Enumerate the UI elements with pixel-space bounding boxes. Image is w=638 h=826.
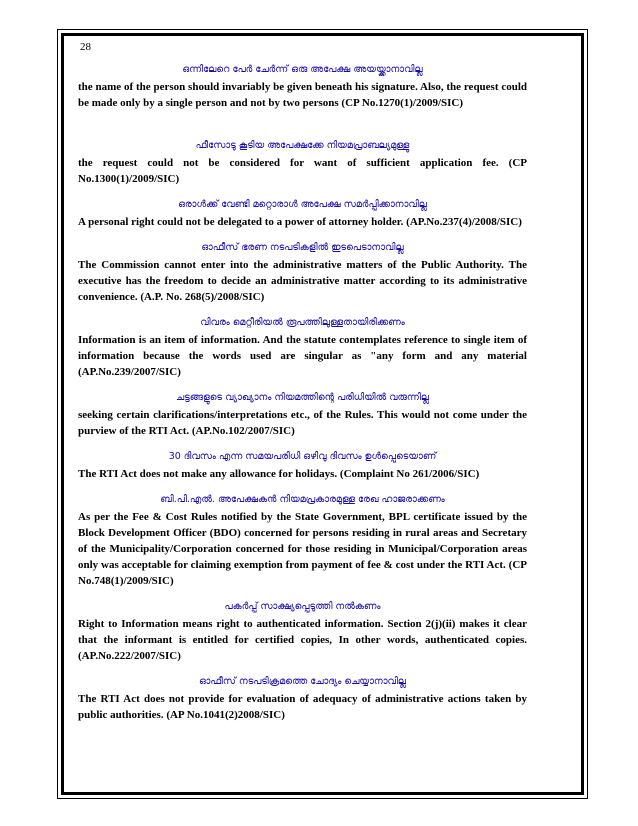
- section-heading: ബി.പി.എൽ. അപേക്ഷകൻ നിയമപ്രകാരമുള്ള രേഖ ഹാജരാക്കണം: [160, 494, 445, 505]
- section-body: As per the Fee & Cost Rules notified by the State Government, BPL certificate issued by the Block Development Officer (BDO) concerned for persons residing in rural areas and Secretary of the Municipality/Corporation concerned for those residing in Municipal/Corporation areas only was acceptable for claiming exemption from payment of fee & cost under the RTI Act. (CP No.748(1)/2009/SIC): [78, 511, 527, 587]
- section-heading: ഫീസോടു കൂടിയ അപേക്ഷക്കേ നിയമപ്രാബല്യമുള്ളു: [195, 140, 410, 151]
- section: [78, 675, 527, 723]
- section: [78, 391, 527, 439]
- section: [78, 139, 527, 187]
- section-heading: ചട്ടങ്ങളുടെ വ്യാഖ്യാനം നിയമത്തിന്റെ പരിധിയിൽ വരുന്നില്ല: [175, 392, 430, 403]
- section-heading: ഒന്നിലേറെ പേർ ചേർന്ന് ഒരു അപേക്ഷ അയയ്ക്കാനാവില്ല: [182, 64, 423, 75]
- section-heading: പകർപ്പ് സാക്ഷ്യപ്പെടുത്തി നൽകണം: [224, 601, 381, 612]
- section: [78, 198, 527, 230]
- section-body: The Commission cannot enter into the administrative matters of the Public Authority. The executive has the freedom to decide an administrative matter according to its administrative convenience. (A.P. No. 268(5)/2008/SIC): [78, 259, 527, 303]
- section: [78, 600, 527, 664]
- page-number: 28: [80, 41, 91, 53]
- section: [78, 241, 527, 305]
- document-body: [78, 63, 527, 723]
- section-body: the request could not be considered for want of sufficient application fee. (CP No.1300(1)/2009/SIC): [78, 157, 527, 185]
- section-body: Right to Information means right to authenticated information. Section 2(j)(ii) makes it clear that the informant is entitled for certified copies, In other words, authenticated copies. (AP.No.222/2007/SIC): [78, 618, 527, 662]
- section-body: A personal right could not be delegated to a power of attorney holder. (AP.No.237(4)/2008/SIC): [78, 216, 522, 228]
- section-body: Information is an item of information. And the statute contemplates reference to single item of information because the words used are singular as "any form and any material (AP.No.239/2007/SIC): [78, 334, 527, 378]
- section-heading: 30 ദിവസം എന്ന സമയപരിധി ഒഴിവു ദിവസം ഉൾപ്പെടെയാണ്: [168, 451, 437, 462]
- section-heading: ഓഫീസ് ഭരണ നടപടികളിൽ ഇടപെടാനാവില്ല: [201, 242, 404, 253]
- section-heading: വിവരം മെറ്റീരിയൽ രൂപത്തിലുള്ളതായിരിക്കണം: [200, 317, 405, 328]
- section-heading: ഒരാൾക്ക് വേണ്ടി മറ്റൊരാൾ അപേക്ഷ സമർപ്പിക്കാനാവില്ല: [178, 199, 427, 210]
- section: [78, 63, 527, 111]
- section: [78, 450, 527, 482]
- section: [78, 316, 527, 380]
- section: [78, 493, 527, 589]
- section-body: The RTI Act does not provide for evaluation of adequacy of administrative actions taken by public authorities. (AP No.1041(2)2008/SIC): [78, 693, 527, 721]
- section-body: seeking certain clarifications/interpretations etc., of the Rules. This would not come under the purview of the RTI Act. (AP.No.102/2007/SIC): [78, 409, 527, 437]
- section-heading: ഓഫീസ് നടപടിക്രമത്തെ ചോദ്യം ചെയ്യാനാവില്ല: [198, 676, 407, 687]
- section-body: the name of the person should invariably be given beneath his signature. Also, the request could be made only by a single person and not by two persons (CP No.1270(1)/2009/SIC): [78, 81, 527, 109]
- section-body: The RTI Act does not make any allowance for holidays. (Complaint No 261/2006/SIC): [78, 468, 480, 480]
